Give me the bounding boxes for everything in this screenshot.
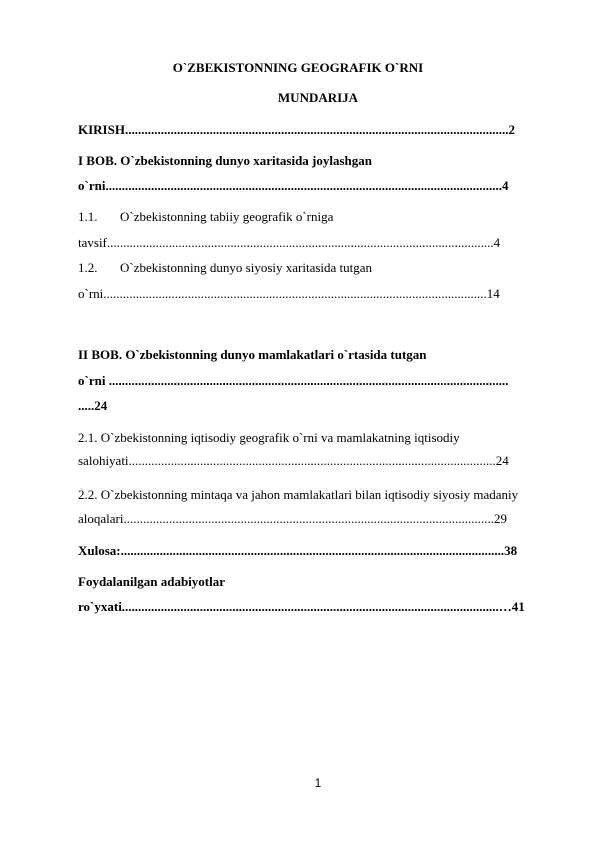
section-title: O`zbekistonning dunyo siyosiy xaritasida tutgan <box>120 260 373 275</box>
page-number: 1 <box>314 776 322 790</box>
toc-entry-2-2-line1[interactable]: 2.2. O`zbekistonning mintaqa va jahon mamlakatlari bilan iqtisodiy siyosiy madaniy <box>78 487 519 502</box>
toc-entry-1-1-line1[interactable] <box>78 209 560 225</box>
toc-entry-adabiyotlar-line2[interactable]: ro`yxati....................................................................................................................…41 <box>78 599 525 614</box>
toc-entry-2-1-line2[interactable]: salohiyati.................................................................................................................24 <box>78 453 509 468</box>
toc-entry-2-1-line1[interactable]: 2.1. O`zbekistonning iqtisodiy geografik o`rni va mamlakatning iqtisodiy <box>78 430 460 445</box>
toc-entry-bob1-line1[interactable]: I BOB. O`zbekistonning dunyo xaritasida joylashgan <box>78 153 373 168</box>
toc-entry-2-2-line2[interactable]: aloqalari..................................................................................................................29 <box>78 511 507 526</box>
section-number: 1.1. <box>78 209 98 224</box>
toc-entry-1-2-line1[interactable] <box>78 260 560 276</box>
document-title: O`ZBEKISTONNING GEOGRAFIK O`RNI <box>172 60 424 75</box>
toc-entry-xulosa[interactable]: Xulosa:......................................................................................................................38 <box>78 543 518 558</box>
toc-entry-bob2-line1[interactable]: II BOB. O`zbekistonning dunyo mamlakatlari o`rtasida tutgan <box>78 347 427 362</box>
section-number: 1.2. <box>78 260 98 275</box>
toc-entry-kirish[interactable]: KIRISH......................................................................................................................2 <box>78 122 515 137</box>
toc-entry-adabiyotlar-line1[interactable]: Foydalanilgan adabiyotlar <box>78 574 225 589</box>
toc-entry-bob2-line2[interactable]: o`rni ........................................................................................................................... <box>78 373 509 388</box>
toc-entry-bob2-line3[interactable]: .....24 <box>78 398 108 413</box>
toc-heading: MUNDARIJA <box>277 90 359 105</box>
toc-entry-bob1-line2[interactable]: o`rni..........................................................................................................................4 <box>78 178 509 193</box>
toc-entry-1-2-line2[interactable]: o`rni......................................................................................................................14 <box>78 286 500 301</box>
section-title: O`zbekistonning tabiiy geografik o`rniga <box>120 209 334 224</box>
toc-entry-1-1-line2[interactable]: tavsif.......................................................................................................................4 <box>78 235 501 250</box>
